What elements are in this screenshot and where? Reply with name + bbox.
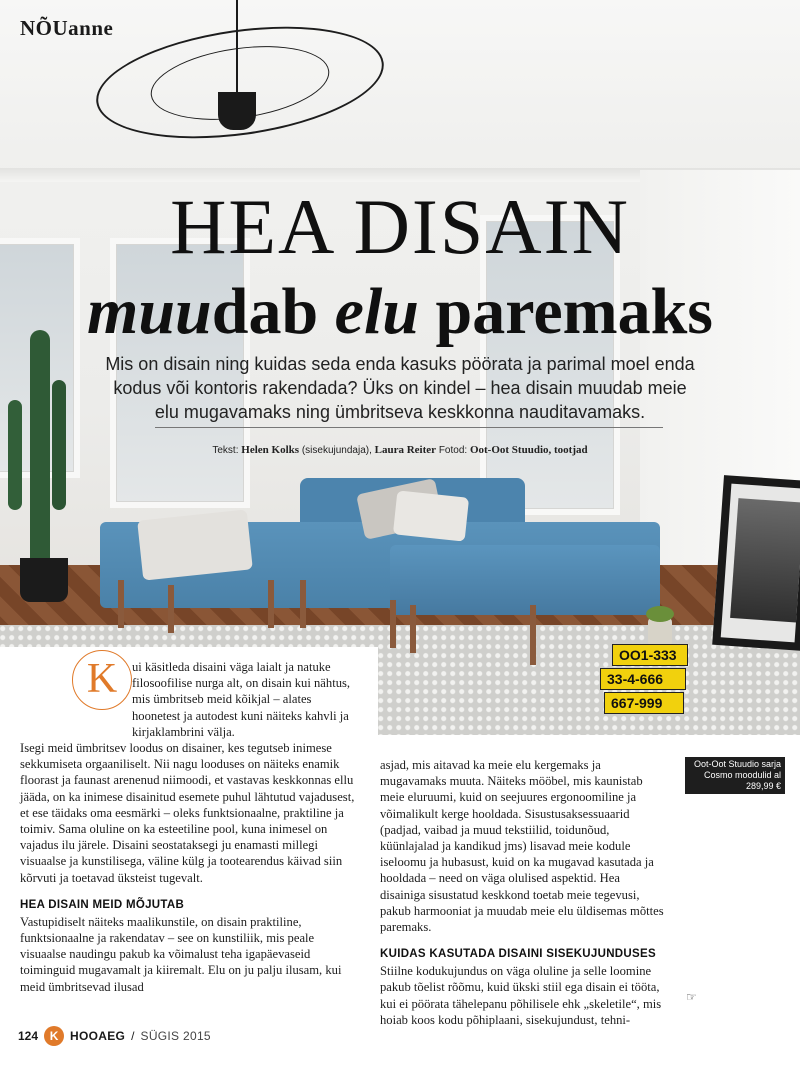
body-paragraph: Vastupidiselt näiteks maalikunstile, on disain praktiline, funktsionaalne ja rakendatav – see on kunstiliik, mis peale visuaalse naudingu pakub ka võimalust teha igapäevaseid toiminguid mugavamalt ja kiiremalt. Elu on ju palju ilusam, kui meid ümbritsevad ilusad bbox=[20, 914, 342, 994]
page-number: 124 bbox=[18, 1029, 39, 1043]
photo-caption: Oot-Oot Stuudio sarja Cosmo moodulid al 289,99 € bbox=[685, 757, 785, 794]
magazine-name: HOOAEG bbox=[70, 1029, 126, 1043]
magazine-logo-icon: K bbox=[44, 1026, 64, 1046]
sofa-leg bbox=[118, 580, 124, 628]
credits-photos-label: Fotod: bbox=[436, 445, 470, 456]
picture-frame bbox=[712, 475, 800, 651]
framed-photo bbox=[730, 498, 800, 622]
small-plant-pot bbox=[648, 618, 672, 646]
credits-role: (sisekujundaja), bbox=[299, 445, 375, 456]
page-footer bbox=[18, 1026, 211, 1046]
title-italic-part: elu bbox=[334, 275, 420, 348]
pillow bbox=[393, 490, 469, 541]
body-paragraph: asjad, mis aitavad ka meie elu kergemaks ja mugavamaks muuta. Näiteks mööbel, mis kaunistab meie eluruumi, kuid on seejuures ergonoomiline ja võimalikult kerge hooldada. Sisustusaksessuaarid (padjad, vaibad ja muud tekstiilid, toidunõud, küünlajalad ja kandikud jms) lisavad meie kodule iseloomu ja hubasust, kuid on ka mugavad kasutada ja hooldada – need on väga olulised aspektid. Hea disainiga sisustatud keskkond toetab meie tegevusi, pakub harmooniat ja muudab meie elu üldisemas mõttes paremaks. bbox=[380, 758, 664, 935]
sofa-leg bbox=[410, 605, 416, 653]
article-title-line1: HEA DISAIN bbox=[170, 183, 630, 270]
credits-text-label: Tekst: bbox=[212, 445, 242, 456]
drop-cap: K bbox=[72, 650, 132, 710]
yellow-book: 667-999 bbox=[604, 692, 684, 714]
sofa-leg bbox=[390, 600, 396, 648]
sofa-leg bbox=[530, 605, 536, 665]
continue-pointer-icon: ☞ bbox=[686, 990, 697, 1004]
body-paragraph: Stiilne kodukujundus on väga oluline ja selle loomine pakub tõelist rõõmu, kuid ükski stiil ega disain ei tööta, kui ei pöörata tähelepanu põhilisele ehk „skeletile“, mis hoiab koos kodu põhiplaani, sisekujundust, tehni- bbox=[380, 964, 662, 1027]
section-label: NÕUanne bbox=[20, 16, 114, 40]
article-column-2 bbox=[378, 735, 668, 1027]
credits-author: Laura Reiter bbox=[374, 444, 437, 456]
article-lede: Mis on disain ning kuidas seda enda kasuks pöörata ja parimal moel enda kodus või kontoris rakendada? Üks on kindel – hea disain muudab meie elu mugavamaks ning ümbritseva keskkonna nauditavamaks. bbox=[105, 354, 695, 422]
article-title-line2 bbox=[0, 274, 800, 350]
intro-paragraph: ui käsitleda disaini väga laialt ja natuke filosoofilise nurga alt, on disain kui nähtus, mis ümbritseb meid kõikjal – alates hoonetest ja autodest kuni näiteks kahvli ja kirjaklambrini välja. bbox=[132, 660, 351, 739]
title-plain-part: dab bbox=[211, 275, 335, 348]
subheading: HEA DISAIN MEID MÕJUTAB bbox=[20, 898, 185, 911]
body-paragraph: Isegi meid ümbritsev loodus on disainer, kes tegutseb inimese sekkumiseta orgaaniliselt. Nii nagu looduses on näiteks enamik floorast ja faunast arenenud niimoodi, et vastavas keskkonnas ellu jääda, on ka inimese disainitud esemete puhul lähtutud vajadusest, et ese täidaks oma eesmärki – oleks funktsionaalne, praktiline ja toimiv. Sama oluline on ka esteetiline pool, kuna inimesel on vajadus ilu järele. Disaini seostataksegi ju enamasti millegi visuaalse ja kunstilisega, väline külg ja tootearendus käivad siin kõrvuti ja toetavad üksteist tugevalt. bbox=[20, 741, 355, 885]
subheading: KUIDAS KASUTADA DISAINI SISEKUJUNDUSES bbox=[380, 948, 656, 961]
footer-separator: / bbox=[131, 1029, 135, 1043]
yellow-book: 33-4-666 bbox=[600, 668, 686, 690]
yellow-book: OO1-333 bbox=[612, 644, 688, 666]
throw-blanket bbox=[137, 509, 253, 580]
credits-photographer: Oot-Oot Stuudio, tootjad bbox=[469, 444, 588, 456]
sofa-leg bbox=[300, 580, 306, 628]
article-credits bbox=[0, 444, 800, 456]
lede-divider bbox=[155, 427, 663, 428]
article-column-1 bbox=[0, 647, 378, 1007]
small-plant-icon bbox=[646, 606, 674, 622]
plant-pot bbox=[20, 558, 68, 602]
sofa-leg bbox=[168, 585, 174, 633]
title-plain-part: paremaks bbox=[419, 275, 713, 348]
issue-label: SÜGIS 2015 bbox=[140, 1029, 211, 1043]
credits-author: Helen Kolks bbox=[241, 444, 300, 456]
pendant-lamp-core bbox=[218, 92, 256, 130]
title-italic-part: muu bbox=[87, 275, 212, 348]
sofa-leg bbox=[268, 580, 274, 628]
sofa-module-front bbox=[390, 545, 660, 615]
